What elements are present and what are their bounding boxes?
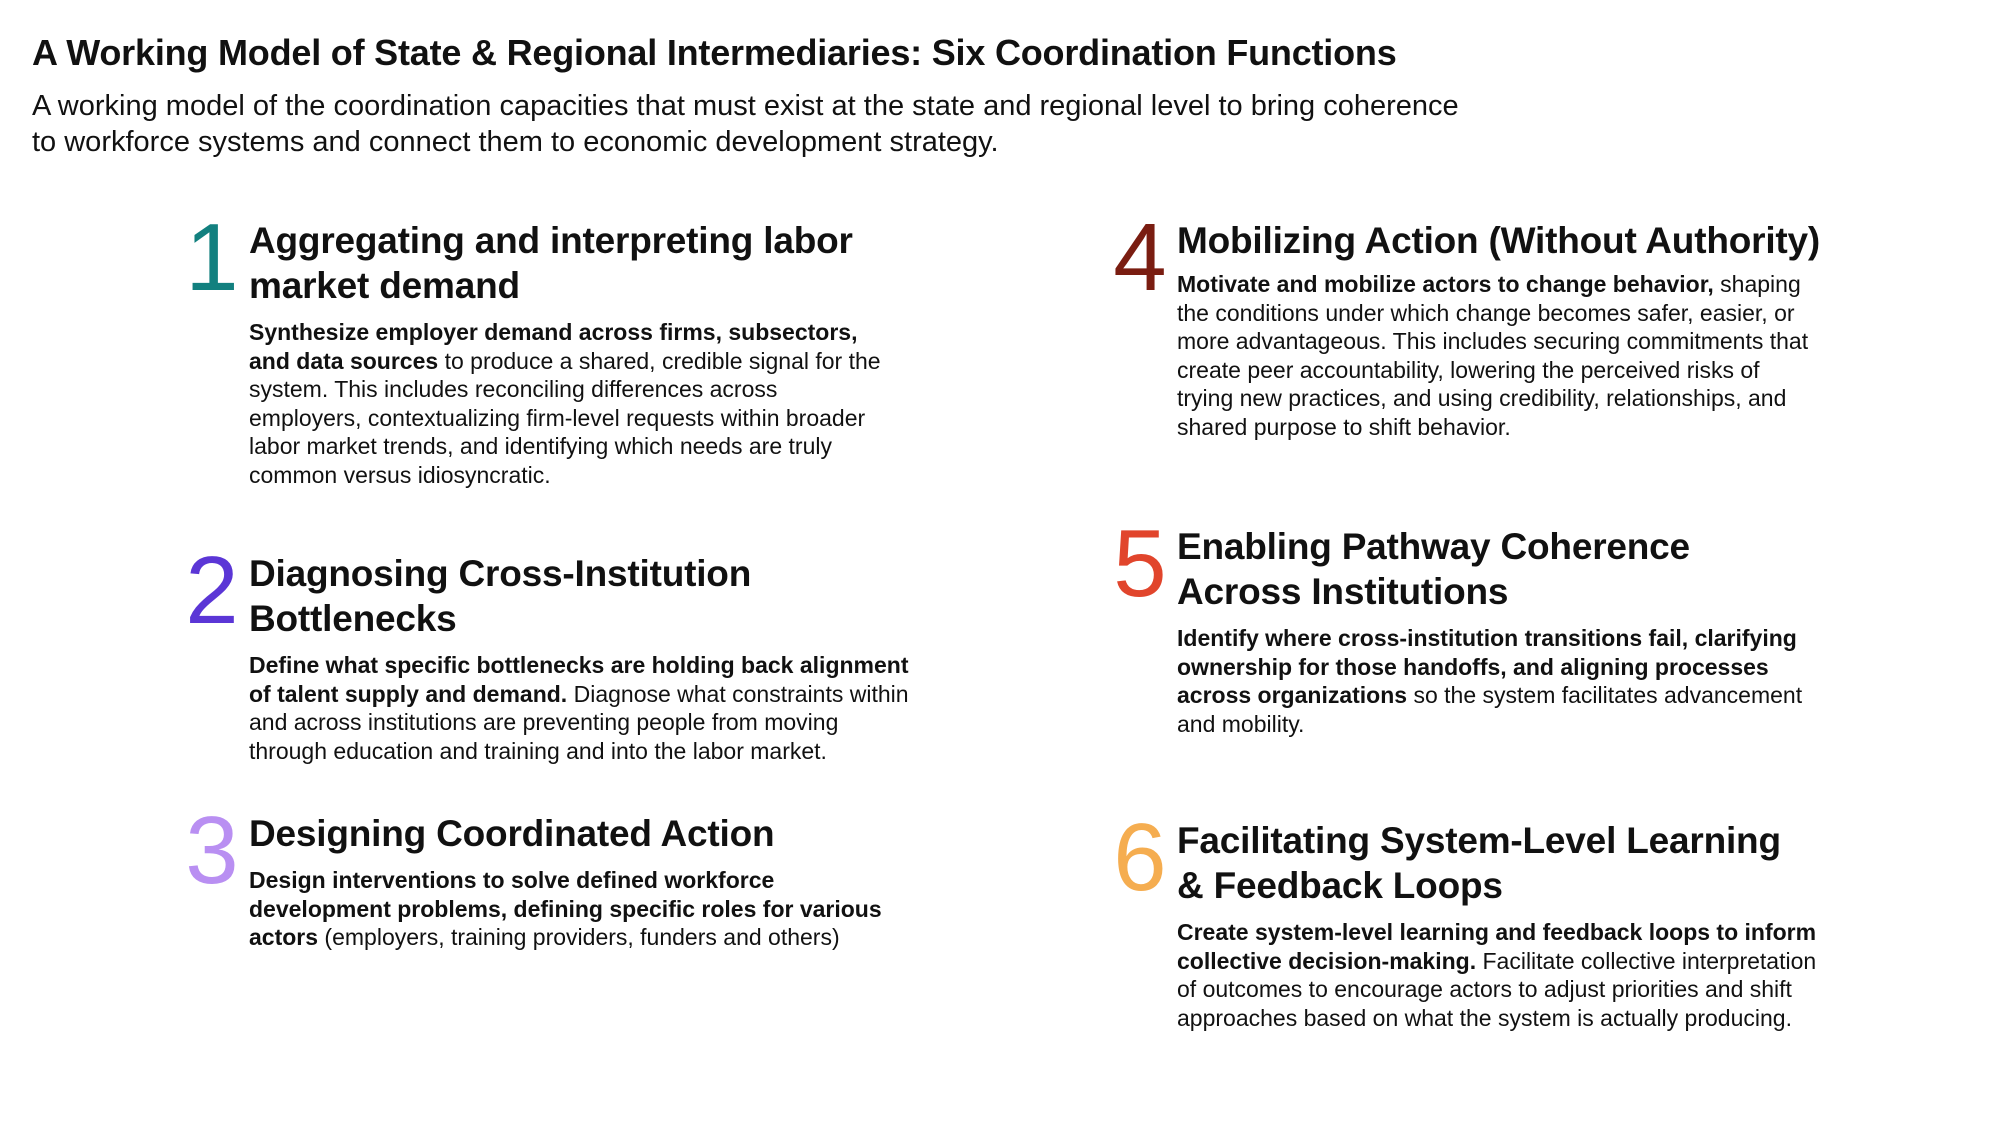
function-description-1-text: to produce a shared, credible signal for the system. This includes reconciling differences across employers, contextualizing firm-level requests within broader labor market trends, and identifying which needs are truly common versus idiosyncratic. (249, 347, 881, 488)
function-title-5 (1177, 524, 1817, 614)
function-body-5 (1177, 524, 1817, 738)
function-description-5 (1177, 624, 1817, 738)
function-description-3-bold: Design interventions to solve defined workforce development problems, defining specific roles for various actors (249, 867, 882, 950)
function-title-3 (249, 811, 909, 856)
function-title-1 (249, 218, 889, 308)
function-body-6 (1177, 818, 1827, 1032)
function-title-2 (249, 551, 909, 641)
function-number-5: 5 (1113, 510, 1167, 617)
function-number-4: 4 (1113, 204, 1167, 311)
page-subtitle (32, 88, 1592, 160)
function-body-3 (249, 811, 909, 952)
function-title-5-line-2: Across Institutions (1177, 571, 1509, 612)
function-title-5-line-1: Enabling Pathway Coherence (1177, 526, 1690, 567)
subtitle-line-2: to workforce systems and connect them to economic development strategy. (32, 126, 999, 158)
function-description-3-text: (employers, training providers, funders and others) (318, 924, 840, 950)
page-title: A Working Model of State & Regional Intermediaries: Six Coordination Functions (32, 32, 1397, 73)
function-title-6-line-2: & Feedback Loops (1177, 865, 1503, 906)
function-number-2: 2 (185, 537, 239, 644)
function-title-6 (1177, 818, 1827, 908)
function-description-4-text: shaping the conditions under which change becomes safer, easier, or more advantageous. This includes securing commitments that create peer accountability, lowering the perceived risks of trying new practices, and using credibility, relationships, and shared purpose to shift behavior. (1177, 271, 1809, 440)
function-title-3-line-1: Designing Coordinated Action (249, 813, 775, 854)
function-number-1: 1 (185, 204, 239, 311)
function-title-4 (1177, 218, 1847, 263)
function-body-2 (249, 551, 909, 765)
function-description-1-bold: Synthesize employer demand across firms, subsectors, and data sources (249, 319, 858, 374)
function-description-4 (1177, 270, 1817, 441)
function-title-1-line-1: Aggregating and interpreting labor (249, 220, 853, 261)
function-body-4 (1177, 218, 1847, 441)
function-description-4-bold: Motivate and mobilize actors to change behavior, (1177, 271, 1714, 297)
function-description-6-bold: Create system-level learning and feedback loops to inform collective decision-making. (1177, 919, 1817, 974)
function-number-6: 6 (1113, 804, 1167, 911)
function-description-6 (1177, 918, 1827, 1032)
function-description-2-bold: Define what specific bottlenecks are holding back alignment of talent supply and demand. (249, 652, 909, 707)
function-description-2-text: Diagnose what constraints within and across institutions are preventing people from moving through education and training and into the labor market. (249, 680, 909, 764)
function-title-1-line-2: market demand (249, 265, 520, 306)
function-title-6-line-1: Facilitating System-Level Learning (1177, 820, 1781, 861)
function-description-6-text: Facilitate collective interpretation of outcomes to encourage actors to adjust priorities and shift approaches based on what the system is actually producing. (1177, 947, 1817, 1031)
function-description-3 (249, 866, 909, 952)
function-description-5-text: so the system facilitates advancement and mobility. (1177, 682, 1803, 737)
function-description-2 (249, 651, 909, 765)
function-description-5-bold: Identify where cross-institution transitions fail, clarifying ownership for those handoffs, and aligning processes across organizations (1177, 625, 1797, 708)
function-number-3: 3 (185, 797, 239, 904)
subtitle-line-1: A working model of the coordination capacities that must exist at the state and regional level to bring coherence (32, 90, 1459, 122)
function-title-2-line-1: Diagnosing Cross-Institution Bottlenecks (249, 553, 752, 639)
function-body-1 (249, 218, 889, 489)
function-title-4-line-1: Mobilizing Action (Without Authority) (1177, 220, 1821, 261)
function-description-1 (249, 318, 889, 489)
